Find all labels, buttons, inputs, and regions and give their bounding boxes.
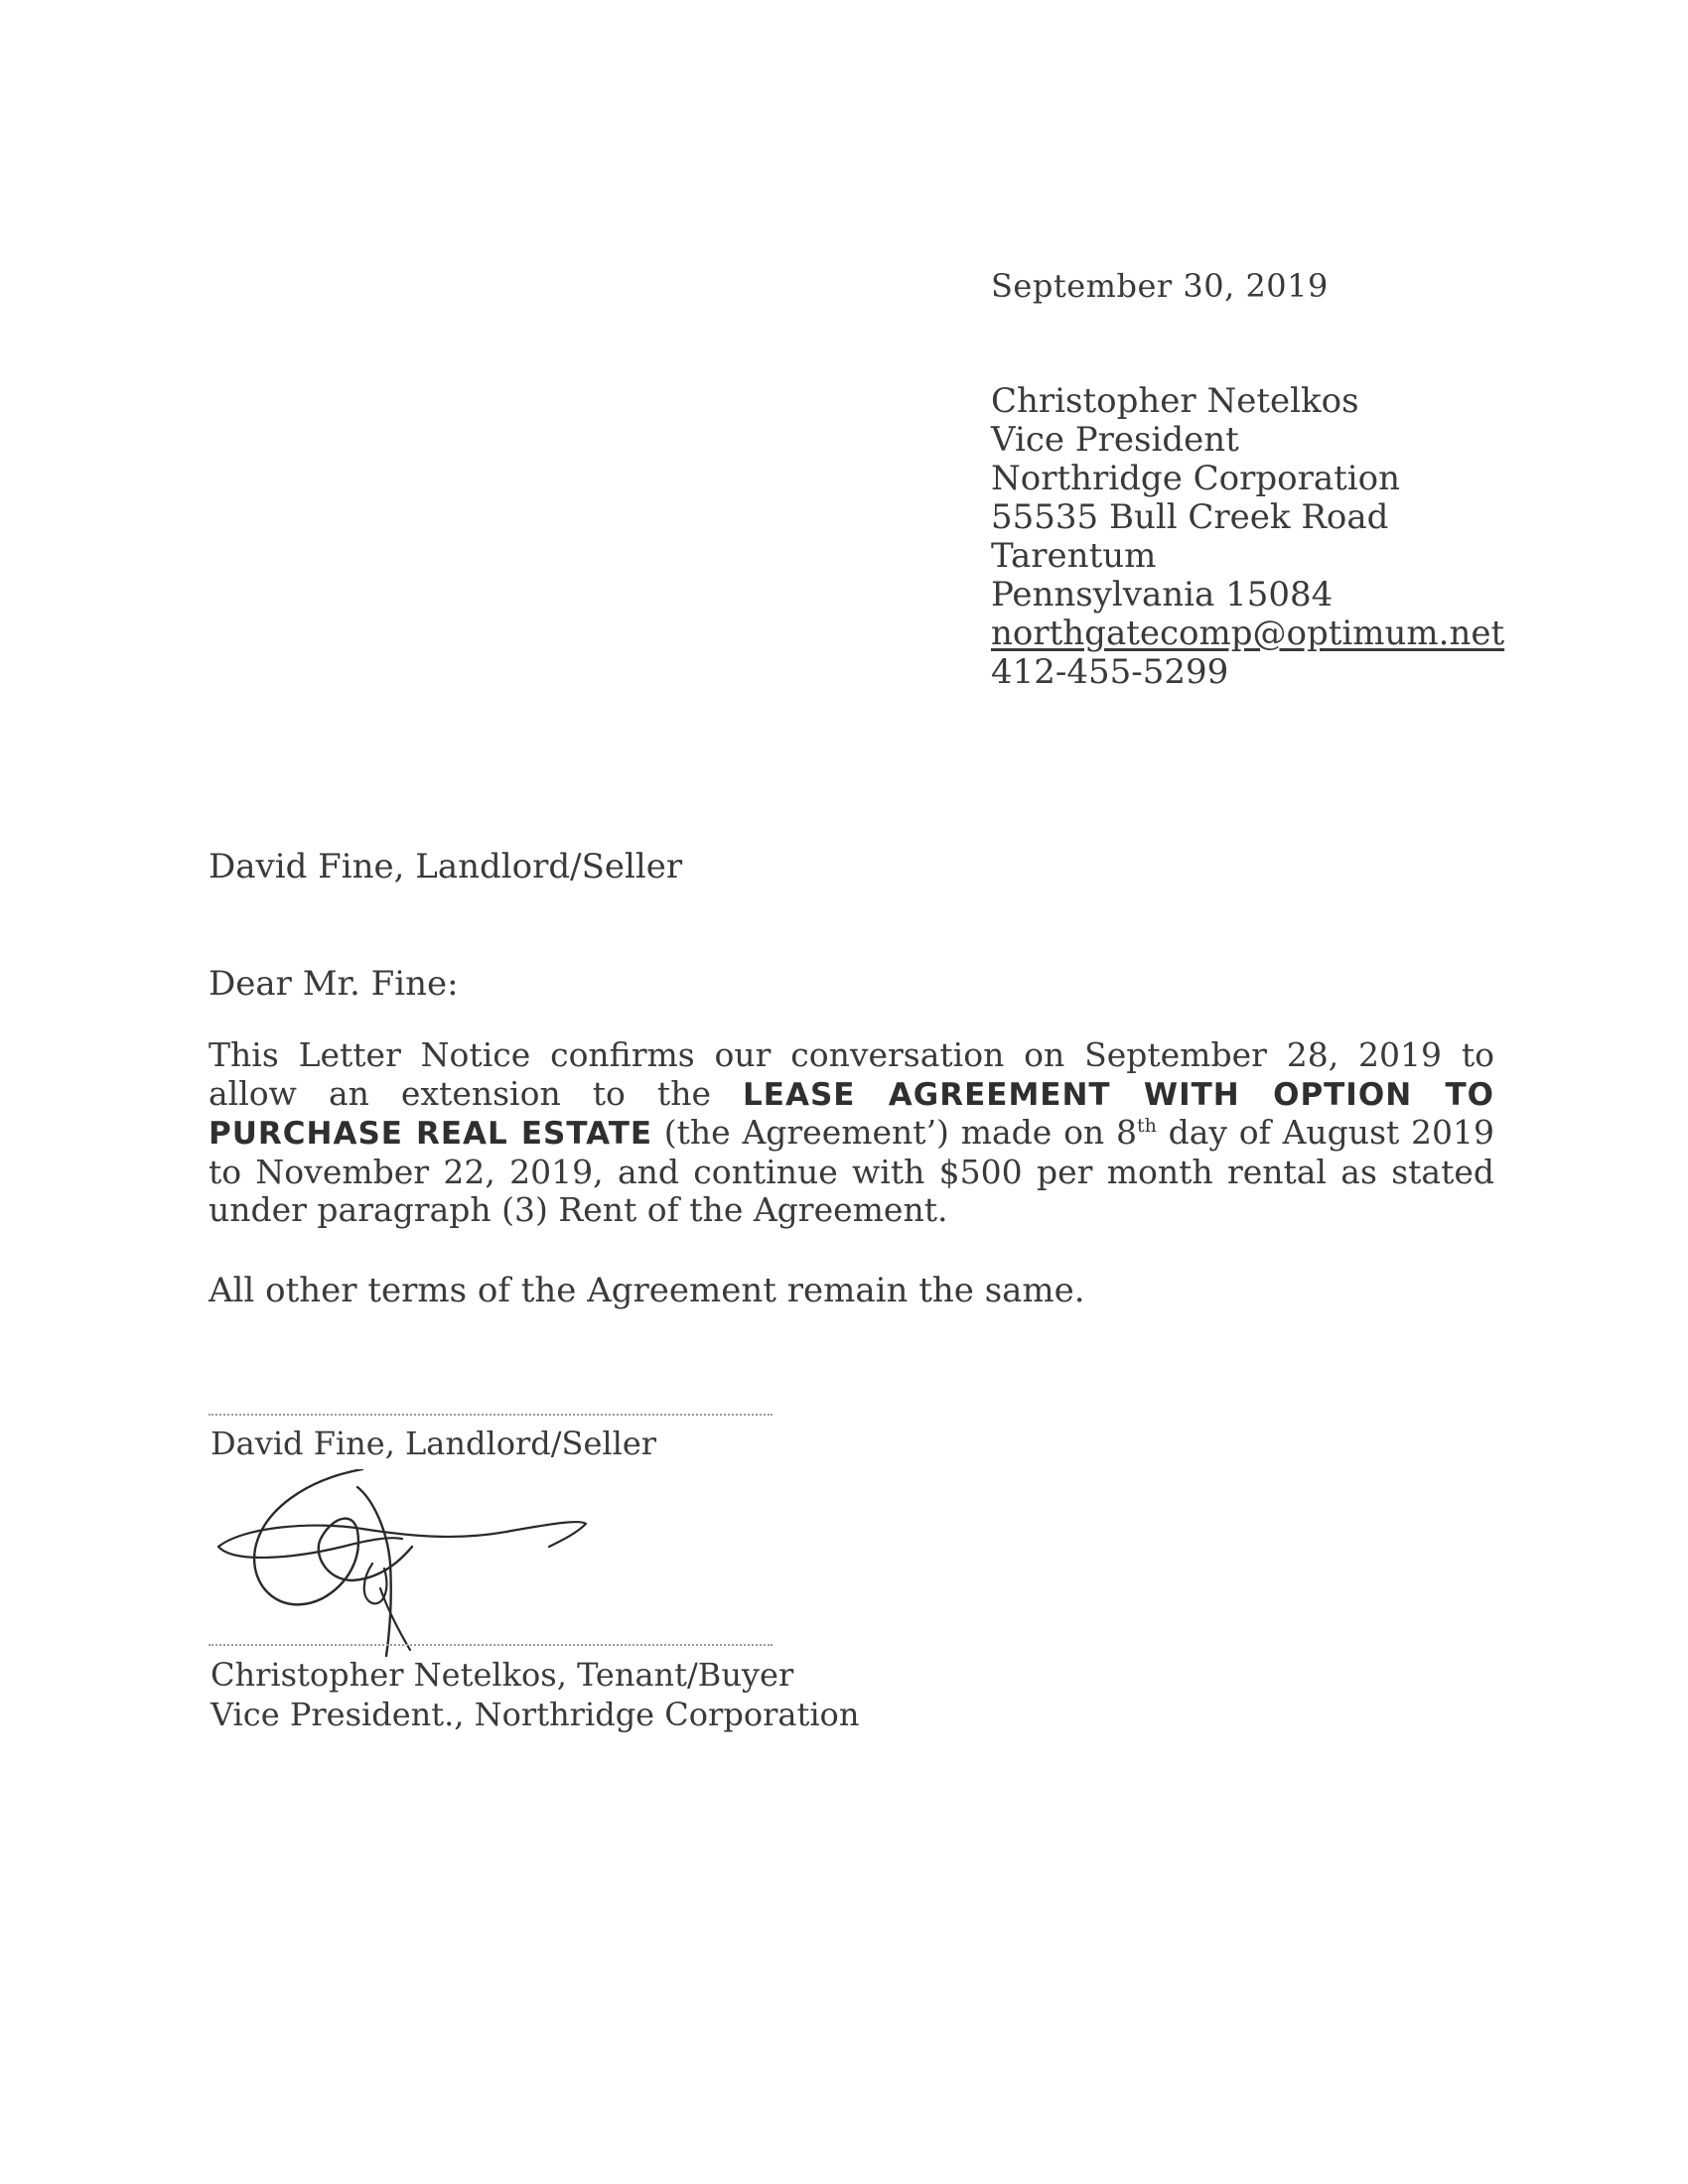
sender-title: Vice President xyxy=(991,420,1239,460)
sender-address-block xyxy=(991,382,1504,692)
tenant-title-label: Vice President., Northridge Corporation xyxy=(211,1696,860,1733)
sender-company: Northridge Corporation xyxy=(991,459,1401,498)
salutation: Dear Mr. Fine: xyxy=(209,964,459,1004)
landlord-signature-line xyxy=(209,1414,773,1416)
sender-email-link[interactable]: northgatecomp@optimum.net xyxy=(991,614,1505,653)
recipient-line: David Fine, Landlord/Seller xyxy=(209,847,683,887)
body-text-3: day of August 2019 to November 22, 2019, and continue with $500 per month rental as stated under paragraph (3) Rent of the Agreement. xyxy=(209,1113,1494,1229)
tenant-signature-line xyxy=(209,1644,773,1646)
sender-city: Tarentum xyxy=(991,536,1157,576)
ordinal-suffix: th xyxy=(1136,1115,1157,1137)
body-text-2: (the Agreement’) made on 8 xyxy=(652,1113,1137,1152)
letter-date: September 30, 2019 xyxy=(991,267,1329,305)
sender-name: Christopher Netelkos xyxy=(991,381,1359,421)
body-paragraph xyxy=(209,1036,1494,1230)
body-text-1: This Letter Notice confirms our conversation on September 28, 2019 to allow an extension to the xyxy=(209,1035,1494,1113)
closing-sentence: All other terms of the Agreement remain the same. xyxy=(209,1271,1085,1310)
sender-state-zip: Pennsylvania 15084 xyxy=(991,575,1334,614)
tenant-signature xyxy=(213,1469,601,1658)
landlord-signature-label: David Fine, Landlord/Seller xyxy=(211,1425,657,1462)
sender-street: 55535 Bull Creek Road xyxy=(991,497,1389,537)
agreement-title: LEASE AGREEMENT WITH OPTION TO PURCHASE REAL ESTATE xyxy=(209,1076,1494,1152)
tenant-signature-label: Christopher Netelkos, Tenant/Buyer xyxy=(211,1656,794,1694)
sender-phone: 412-455-5299 xyxy=(991,652,1229,692)
